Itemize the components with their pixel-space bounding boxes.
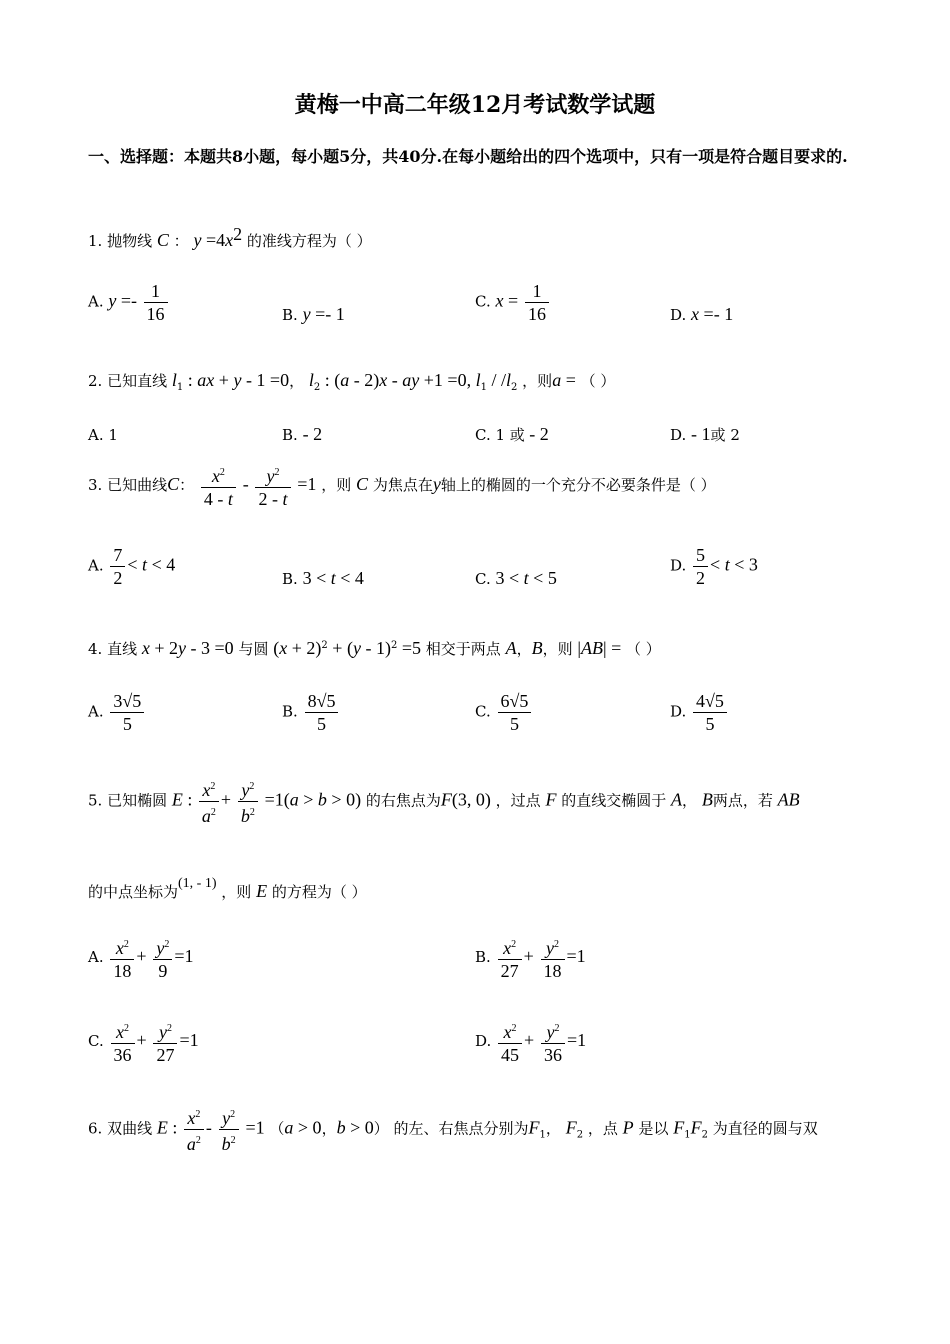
q5-option-a[interactable]: A. $\frac{x^2}{18}$ + $\frac{y^2}{9}$ =1: [88, 934, 193, 982]
section-heading: 一、选择题：本题共8小题，每小题5分，共40分.在每小题给出的四个选项中，只有一项是符合题目要求的.: [88, 147, 848, 166]
q4-option-c[interactable]: C. $\frac{6√5}{5}$: [475, 690, 533, 735]
q3-option-c[interactable]: C. 3 < t < 5: [475, 568, 557, 588]
q3-option-d[interactable]: D. $\frac{5}{2}$ < t < 3: [670, 545, 758, 588]
q2-option-d[interactable]: D. - 1或 2: [670, 424, 740, 444]
q3-option-b[interactable]: B. 3 < t < 4: [282, 568, 364, 588]
q4-option-d[interactable]: D. $\frac{4√5}{5}$: [670, 690, 729, 735]
question-1: 1. 抛物线 C ： $y =4x^2$ 的准线方程为（ ）: [88, 224, 372, 250]
page-title: 黄梅一中高二年级12月考试数学试题: [294, 92, 656, 118]
q2-option-c[interactable]: C. 1 或 - 2: [475, 424, 549, 444]
q1-option-b[interactable]: B. y =- 1: [282, 304, 345, 324]
question-4: 4. 直线 x + 2y - 3 =0 与圆 $(x + 2)^2 + (y - 1)^2 =5$ 相交于两点 A，B，则 |AB| = （ ）: [88, 638, 661, 658]
q1-option-a[interactable]: A. y =- $\frac{1}{16}$: [88, 280, 170, 325]
question-5-line2: 的中点坐标为(1, - 1) ，则 E 的方程为（ ）: [88, 876, 367, 901]
q2-option-a[interactable]: A. 1: [88, 426, 118, 444]
q5-option-c[interactable]: C. $\frac{x^2}{36}$ + $\frac{y^2}{27}$ =1: [88, 1018, 199, 1066]
question-5: 5. 已知椭圆 E : $\frac{x^2}{a^2}$ + $\frac{y^2}{b^2}$ =1(a > b > 0) 的右焦点为F(3, 0) ，过点 F 的直线交椭圆于 A， B两点，若 AB: [88, 776, 800, 827]
question-6: 6. 双曲线 E : $\frac{x^2}{a^2}$ - $\frac{y^2}{b^2}$ =1 （a > 0，b > 0） 的左、右焦点分别为$F_1$， $F_2$ ，点 P 是以 $F_1F_2$ 为直径的圆与双: [88, 1104, 818, 1155]
question-2: 2. 已知直线 $l_1$ : ax + y - 1 =0， $l_2$ : (a - 2)x - ay +1 =0, $l_1 / /l_2$ ，则a = （ ）: [88, 370, 616, 393]
q3-option-a[interactable]: A. $\frac{7}{2}$ < t < 4: [88, 545, 176, 588]
q5-option-d[interactable]: D. $\frac{x^2}{45}$ + $\frac{y^2}{36}$ =1: [475, 1018, 586, 1066]
q1-option-d[interactable]: D. x =- 1: [670, 304, 734, 324]
q1-option-c[interactable]: C. x = $\frac{1}{16}$: [475, 280, 551, 325]
q2-option-b[interactable]: B. - 2: [282, 424, 323, 444]
q4-option-a[interactable]: A. $\frac{3√5}{5}$: [88, 690, 146, 735]
q4-option-b[interactable]: B. $\frac{8√5}{5}$: [282, 690, 340, 735]
question-3: 3. 已知曲线C： $\frac{x^2}{4 - t}$ - $\frac{y^2}{2 - t}$ =1 ，则 C 为焦点在y轴上的椭圆的一个充分不必要条件是（ ）: [88, 462, 716, 510]
q5-option-b[interactable]: B. $\frac{x^2}{27}$ + $\frac{y^2}{18}$ =1: [475, 934, 586, 982]
